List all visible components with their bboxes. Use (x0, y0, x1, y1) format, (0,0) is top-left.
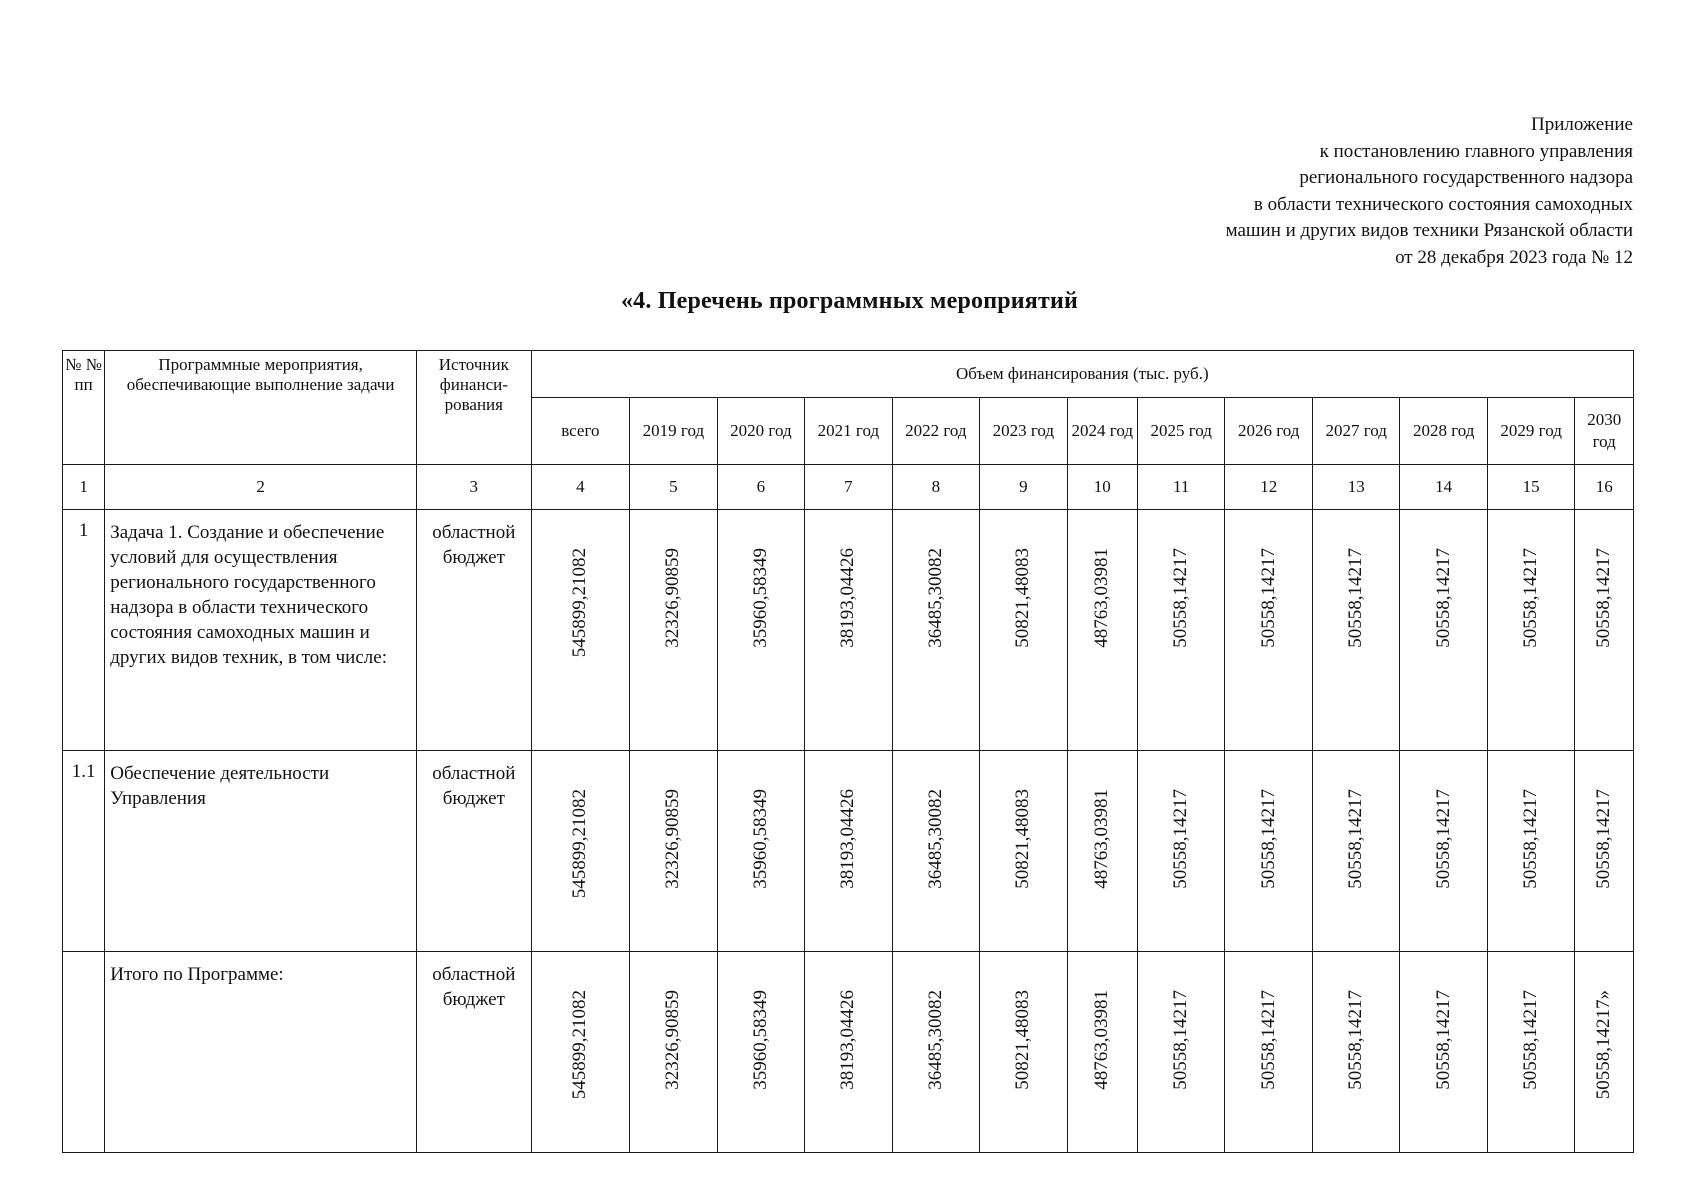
funding-cell (1487, 952, 1574, 1153)
funding-value: 48763,03981 (1091, 548, 1113, 648)
funding-cell (1487, 751, 1574, 952)
funding-cell (1487, 510, 1574, 751)
header-activities: Программные мероприятия, обеспечивающие выполнение задачи (105, 351, 417, 465)
row-source: областной бюджет (416, 751, 531, 952)
row-source: областной бюджет (416, 510, 531, 751)
funding-value: 50558,14217 (1593, 548, 1615, 648)
funding-cell (892, 751, 979, 952)
header-year: 2019 год (630, 398, 717, 465)
funding-cell (531, 751, 630, 952)
header-total: всего (531, 398, 630, 465)
funding-value: 36485,30082 (924, 990, 946, 1090)
table-row-total (63, 952, 1634, 1153)
funding-value: 50558,14217 (1432, 548, 1454, 648)
funding-cell (1225, 510, 1312, 751)
funding-value: 50558,14217 (1257, 990, 1279, 1090)
funding-cell (1400, 510, 1487, 751)
funding-value: 50558,14217 (1345, 548, 1367, 648)
funding-cell (1575, 510, 1634, 751)
funding-cell (717, 510, 804, 751)
header-year: 2021 год (805, 398, 892, 465)
funding-cell (1067, 510, 1137, 751)
funding-value: 50821,48083 (1012, 789, 1034, 889)
column-number: 14 (1400, 465, 1487, 510)
funding-value: 38193,04426 (837, 990, 859, 1090)
appendix-line: к постановлению главного управления (1319, 140, 1633, 162)
header-year: 2020 год (717, 398, 804, 465)
header-year: 2030 год (1575, 398, 1634, 465)
row-activity: Итого по Программе: (105, 952, 417, 1153)
funding-cell (717, 751, 804, 952)
funding-cell (1312, 952, 1399, 1153)
column-number: 9 (980, 465, 1067, 510)
table-row-task-1 (63, 510, 1634, 751)
funding-value: 50558,14217 (1170, 548, 1192, 648)
funding-value: 50558,14217 (1345, 990, 1367, 1090)
funding-cell (1400, 952, 1487, 1153)
row-number: 1 (63, 510, 105, 751)
funding-value: 50558,14217 (1520, 789, 1542, 889)
column-number: 16 (1575, 465, 1634, 510)
appendix-block (873, 112, 1633, 271)
funding-value: 50558,14217 (1593, 789, 1615, 889)
funding-cell (1575, 751, 1634, 952)
funding-cell (1067, 751, 1137, 952)
funding-cell (805, 751, 892, 952)
funding-value: 32326,90859 (662, 990, 684, 1090)
appendix-line: от 28 декабря 2023 года № 12 (1395, 246, 1633, 268)
funding-value: 32326,90859 (662, 548, 684, 648)
funding-value: 50558,14217 (1520, 990, 1542, 1090)
header-source: Источник финанси-рования (416, 351, 531, 465)
funding-value: 38193,04426 (837, 789, 859, 889)
funding-cell (980, 751, 1067, 952)
funding-cell (630, 751, 717, 952)
funding-cell (630, 952, 717, 1153)
document-title: «4. Перечень программных мероприятий (620, 288, 1079, 314)
header-funding: Объем финансирования (тыс. руб.) (531, 351, 1633, 398)
appendix-line: машин и других видов техники Рязанской области (1225, 220, 1633, 241)
funding-cell (805, 952, 892, 1153)
funding-value: 35960,58349 (749, 990, 771, 1090)
funding-value: 50558,14217 (1257, 548, 1279, 648)
funding-cell (1575, 952, 1634, 1153)
funding-value: 50558,14217 (1432, 789, 1454, 889)
funding-value: 36485,30082 (924, 548, 946, 648)
funding-cell (630, 510, 717, 751)
funding-value: 50558,14217 (1520, 548, 1542, 648)
column-number: 3 (416, 465, 531, 510)
funding-cell (1312, 510, 1399, 751)
row-number: 1.1 (63, 751, 105, 952)
funding-value: 36485,30082 (924, 789, 946, 889)
column-number: 10 (1067, 465, 1137, 510)
funding-value: 50558,14217 (1170, 990, 1192, 1090)
header-year: 2029 год (1487, 398, 1574, 465)
header-year: 2023 год (980, 398, 1067, 465)
header-year: 2028 год (1400, 398, 1487, 465)
funding-value: 32326,90859 (662, 789, 684, 889)
funding-cell (1067, 952, 1137, 1153)
column-number: 15 (1487, 465, 1574, 510)
funding-value: 545899,21082 (569, 548, 591, 658)
column-number: 11 (1137, 465, 1224, 510)
funding-value: 50558,14217 (1170, 789, 1192, 889)
funding-value: 48763,03981 (1091, 990, 1113, 1090)
appendix-line: регионального государственного надзора (1299, 167, 1633, 188)
funding-cell (1312, 751, 1399, 952)
funding-cell (805, 510, 892, 751)
row-number (63, 952, 105, 1153)
header-year: 2026 год (1225, 398, 1312, 465)
header-year: 2024 год (1067, 398, 1137, 465)
column-number: 8 (892, 465, 979, 510)
column-number: 7 (805, 465, 892, 510)
program-activities-table (62, 350, 1634, 1153)
funding-cell (1137, 510, 1224, 751)
table-row-activity-1-1 (63, 751, 1634, 952)
header-year: 2027 год (1312, 398, 1399, 465)
funding-cell (1400, 751, 1487, 952)
appendix-line: Приложение (1531, 114, 1633, 135)
funding-cell (1225, 751, 1312, 952)
funding-value: 50558,14217 (1432, 990, 1454, 1090)
row-source: областной бюджет (416, 952, 531, 1153)
funding-cell (1225, 952, 1312, 1153)
funding-value: 50558,14217 (1345, 789, 1367, 889)
column-number: 12 (1225, 465, 1312, 510)
appendix-line: в области технического состояния самоходных (1253, 193, 1633, 215)
header-no: № № пп (63, 351, 105, 465)
funding-cell (892, 510, 979, 751)
funding-cell (717, 952, 804, 1153)
funding-cell (1137, 952, 1224, 1153)
column-number: 6 (717, 465, 804, 510)
column-number: 13 (1312, 465, 1399, 510)
funding-value: 50558,14217» (1593, 990, 1615, 1100)
funding-cell (531, 952, 630, 1153)
funding-value: 35960,58349 (749, 789, 771, 889)
column-number: 5 (630, 465, 717, 510)
funding-value: 50821,48083 (1012, 990, 1034, 1090)
funding-cell (980, 952, 1067, 1153)
column-number: 2 (105, 465, 417, 510)
funding-value: 35960,58349 (749, 548, 771, 648)
funding-value: 545899,21082 (569, 789, 591, 899)
column-number-row (63, 465, 1634, 510)
funding-cell (531, 510, 630, 751)
header-year: 2022 год (892, 398, 979, 465)
funding-cell (1137, 751, 1224, 952)
header-year: 2025 год (1137, 398, 1224, 465)
funding-value: 50821,48083 (1012, 548, 1034, 648)
column-number: 1 (63, 465, 105, 510)
funding-value: 545899,21082 (569, 990, 591, 1100)
column-number: 4 (531, 465, 630, 510)
funding-value: 50558,14217 (1257, 789, 1279, 889)
funding-value: 38193,04426 (837, 548, 859, 648)
funding-cell (980, 510, 1067, 751)
funding-cell (892, 952, 979, 1153)
funding-value: 48763,03981 (1091, 789, 1113, 889)
row-activity: Обеспечение деятельности Управления (105, 751, 417, 952)
row-activity: Задача 1. Создание и обеспечение условий для осуществления регионального государственного надзора в области технического состояния самоходных машин и других видов техник, в том числе: (105, 510, 417, 751)
